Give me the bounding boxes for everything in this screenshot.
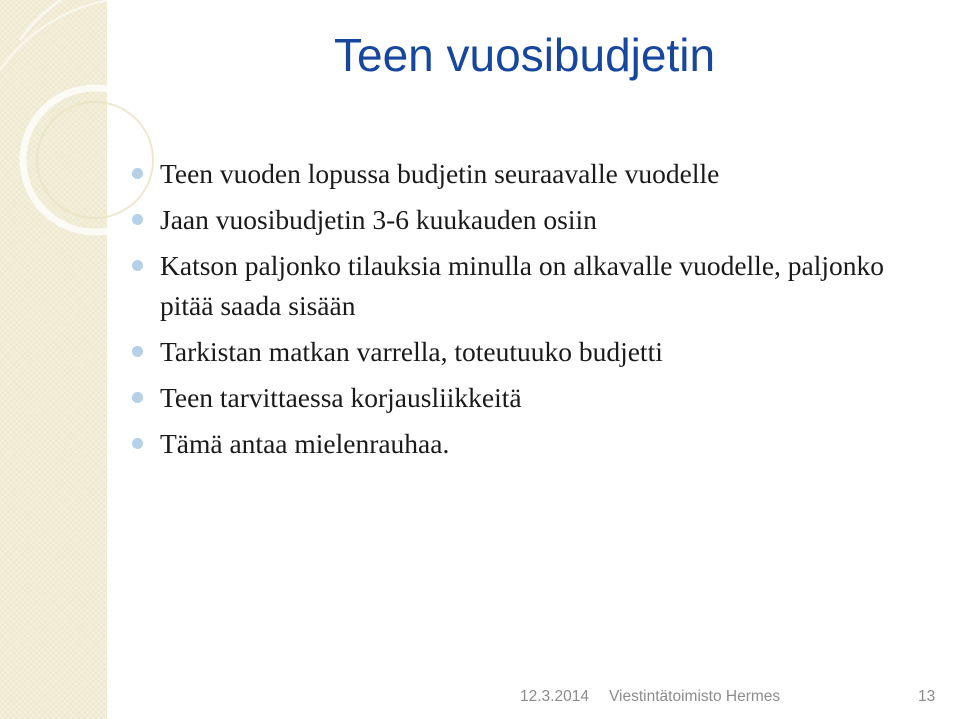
round-bullet-icon <box>132 214 143 225</box>
bullet-item <box>130 200 940 240</box>
bullet-item <box>130 154 940 194</box>
round-bullet-icon <box>132 392 143 403</box>
bullet-item <box>130 246 940 326</box>
bullet-text: Tämä antaa mielenrauhaa. <box>160 428 450 459</box>
round-bullet-icon <box>132 168 143 179</box>
bullet-text: Tarkistan matkan varrella, toteutuuko budjetti <box>160 336 663 367</box>
side-decorative-band <box>0 0 107 719</box>
bullet-item <box>130 424 940 464</box>
bullet-item <box>130 332 940 372</box>
footer-organization: Viestintätoimisto Hermes <box>609 688 781 705</box>
round-bullet-icon <box>132 346 143 357</box>
bullet-list <box>130 154 940 470</box>
bullet-text: Teen tarvittaessa korjausliikkeitä <box>160 382 522 413</box>
bullet-text: Jaan vuosibudjetin 3-6 kuukauden osiin <box>160 204 597 235</box>
page-number: 13 <box>918 688 936 705</box>
bullet-item <box>130 378 940 418</box>
bullet-text: Teen vuoden lopussa budjetin seuraavalle vuodelle <box>160 158 720 189</box>
round-bullet-icon <box>132 438 143 449</box>
bullet-text: Katson paljonko tilauksia minulla on alkavalle vuodelle, paljonko pitää saada sisään <box>160 250 885 321</box>
slide-title: Teen vuosibudjetin <box>334 29 716 81</box>
footer-date: 12.3.2014 <box>520 688 589 705</box>
round-bullet-icon <box>132 260 143 271</box>
